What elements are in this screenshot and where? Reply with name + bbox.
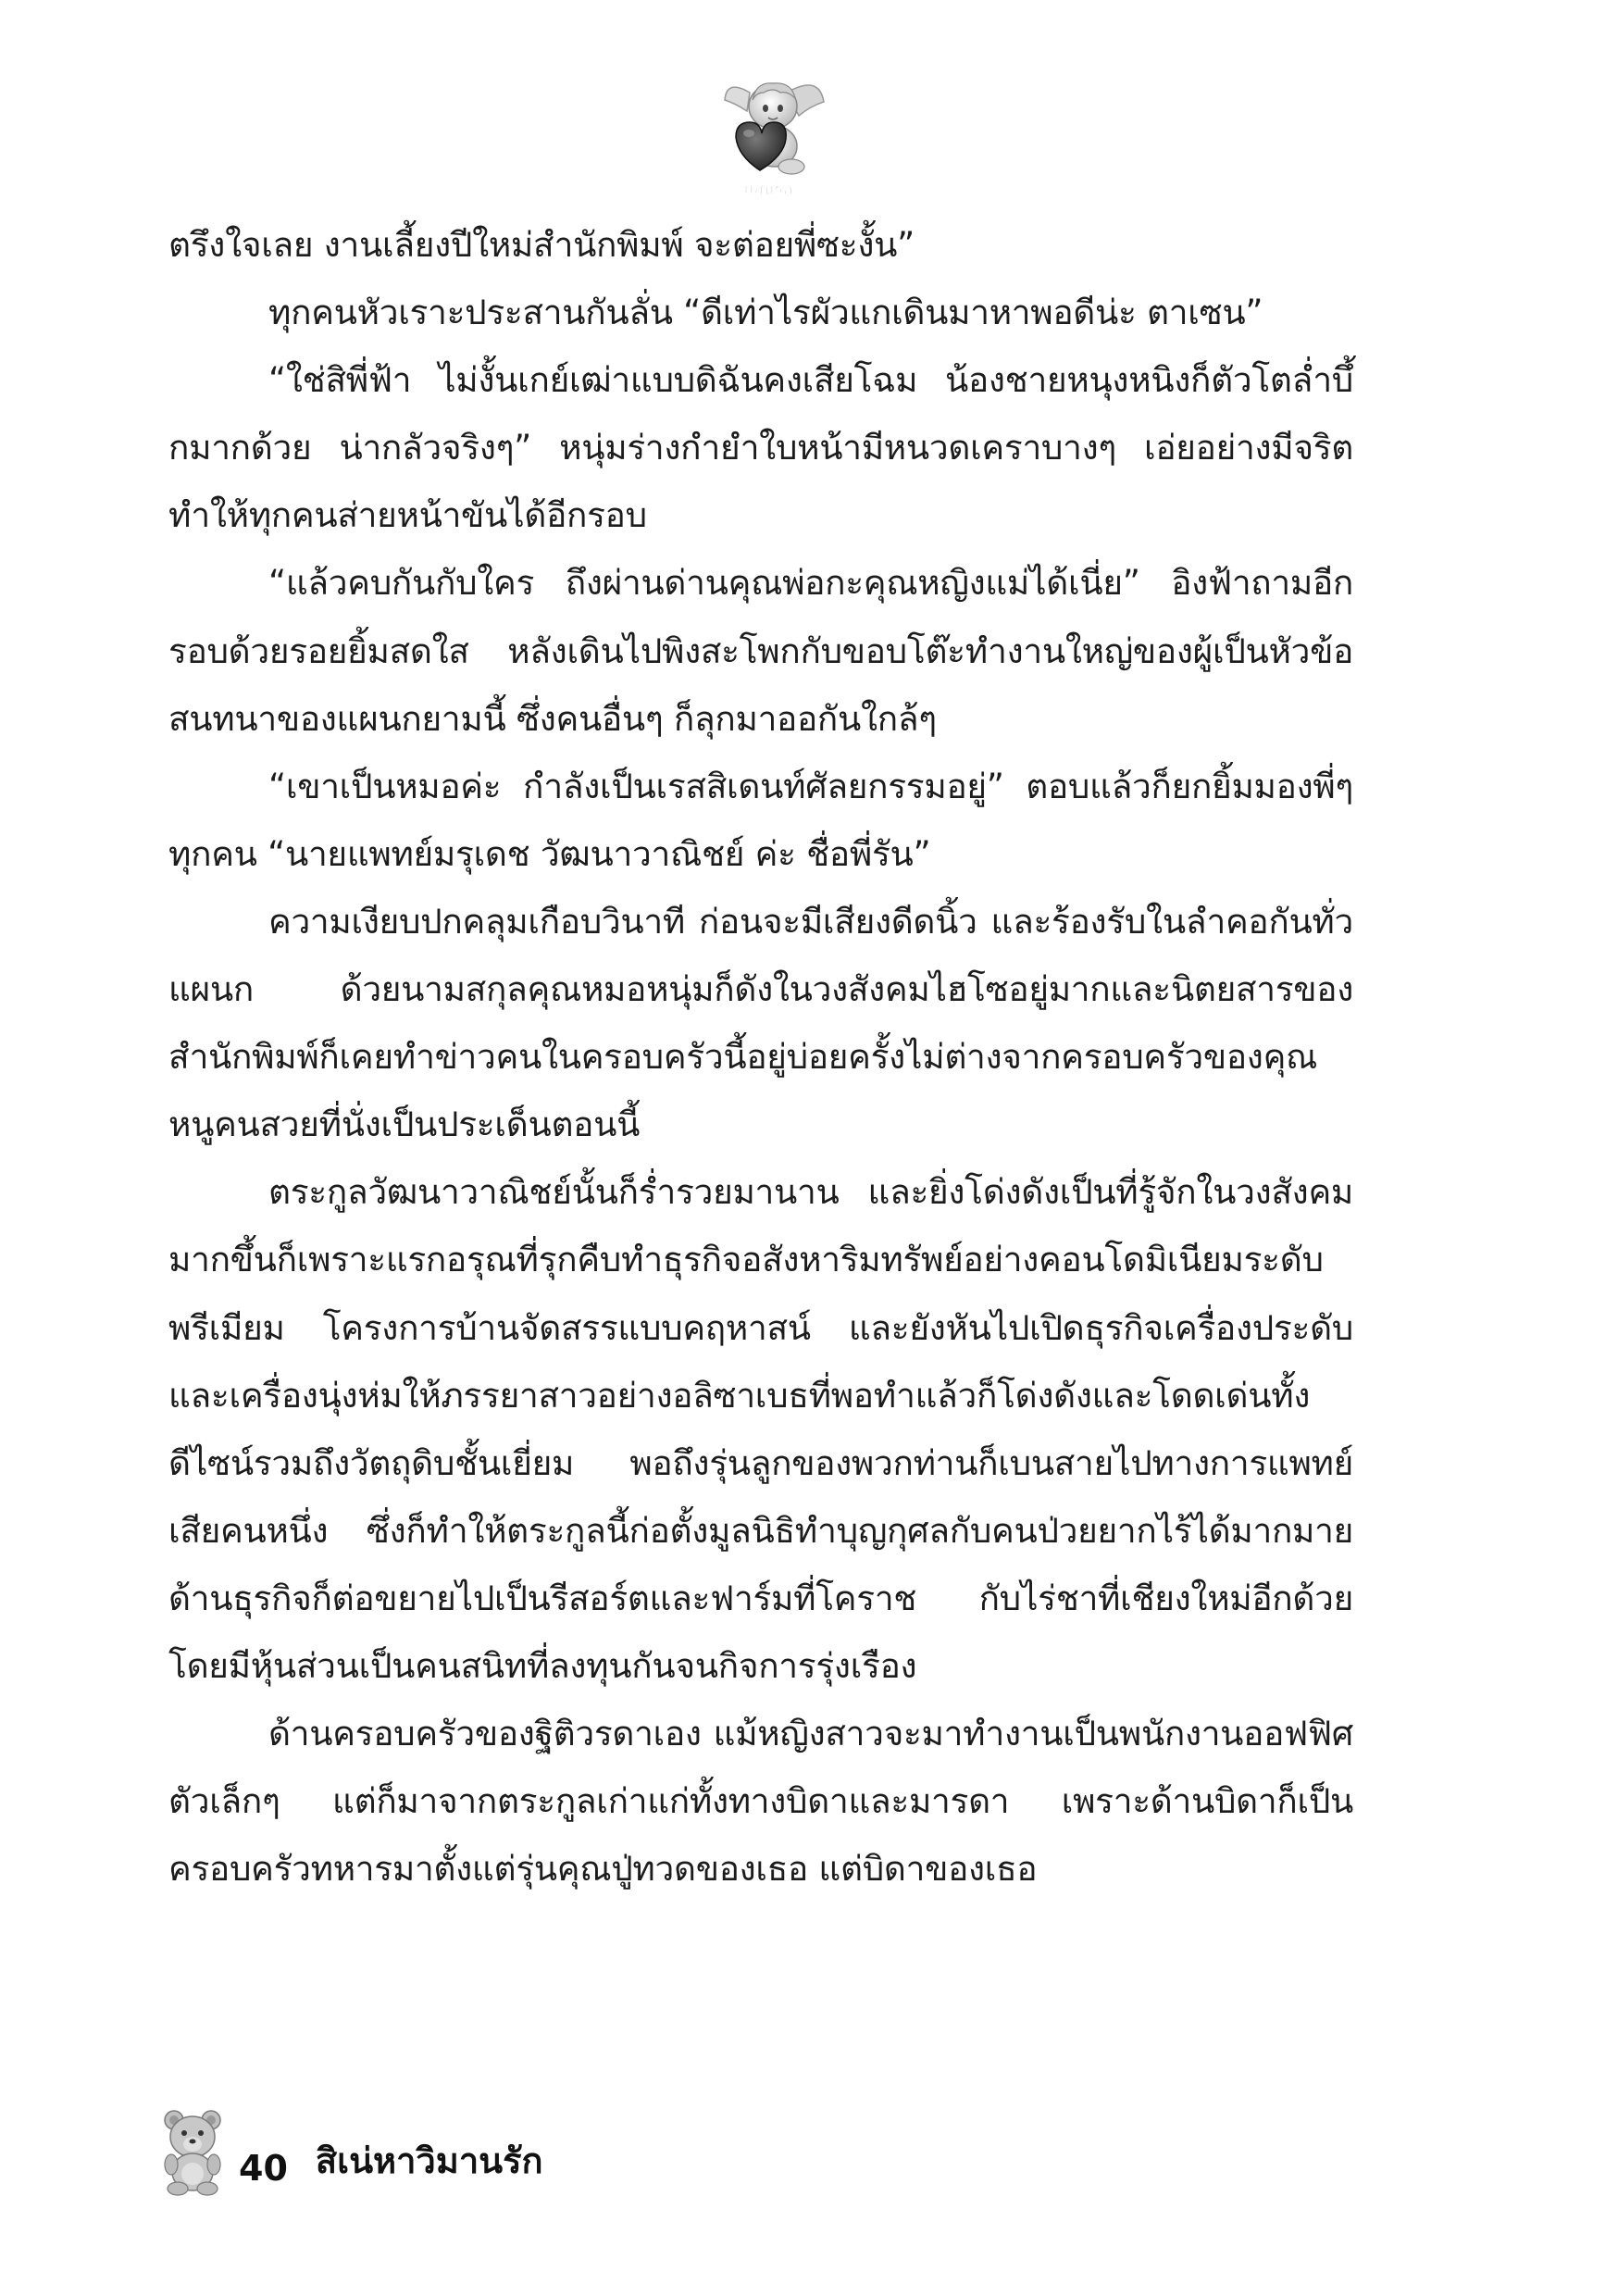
page-number: 40	[239, 2148, 288, 2189]
logo-text: แสนรัก	[743, 181, 793, 199]
paragraph: ด้านครอบครัวของฐิติวรดาเอง แม้หญิงสาวจะมาทำงานเป็นพนักงานออฟฟิศตัวเล็กๆ แต่ก็มาจากตระกูลเก่าแก่ทั้งทางบิดาและมารดา เพราะด้านบิดาก็เป็นครอบครัวทหารมาตั้งแต่รุ่นคุณปู่ทวดของเธอ แต่บิดาของเธอ	[168, 1714, 1353, 1890]
teddy-bear-icon	[156, 2103, 230, 2196]
paragraph: ความเงียบปกคลุมเกือบวินาที ก่อนจะมีเสียงดีดนิ้ว และร้องรับในลำคอกันทั่วแผนก ด้วยนามสกุลคุณหมอหนุ่มก็ดังในวงสังคมไฮโซอยู่มากและนิตยสารของสำนักพิมพ์ก็เคยทำข่าวคนในครอบครัวนี้อยู่บ่อยครั้งไม่ต่างจากครอบครัวของคุณหนูคนสวยที่นั่งเป็นประเด็นตอนนี้	[168, 901, 1353, 1145]
book-title: สิเน่หาวิมานรัก	[315, 2140, 543, 2181]
cupid-heart-icon	[699, 65, 838, 204]
paragraph: “เขาเป็นหมอค่ะ กำลังเป็นเรสสิเดนท์ศัลยกรรมอยู่” ตอบแล้วก็ยกยิ้มมองพี่ๆ ทุกคน “นายแพทย์มรุเดช วัฒนาวาณิชย์ ค่ะ ชื่อพี่รัน”	[168, 766, 1353, 874]
paragraph: ตรึงใจเลย งานเลี้ยงปีใหม่สำนักพิมพ์ จะต่อยพี่ซะงั้น”	[168, 225, 915, 265]
paragraph: “แล้วคบกันกับใคร ถึงผ่านด่านคุณพ่อกะคุณหญิงแม่ได้เนี่ย” อิงฟ้าถามอีกรอบด้วยรอยยิ้มสดใส หลังเดินไปพิงสะโพกกับขอบโต๊ะทำงานใหญ่ของผู้เป็นหัวข้อสนทนาของแผนกยามนี้ ซึ่งคนอื่นๆ ก็ลุกมาออกันใกล้ๆ	[168, 563, 1353, 739]
paragraph: “ใช่สิพี่ฟ้า ไม่งั้นเกย์เฒ่าแบบดิฉันคงเสียโฉม น้องชายหนุงหนิงก็ตัวโตล่ำบึ้กมากด้วย น่ากลัวจริงๆ” หนุ่มร่างกำยำใบหน้ามีหนวดเคราบางๆ เอ่ยอย่างมีจริต ทำให้ทุกคนส่ายหน้าขันได้อีกรอบ	[168, 360, 1353, 536]
cupid-heart-logo	[699, 65, 838, 204]
paragraph: ตระกูลวัฒนาวาณิชย์นั้นก็ร่ำรวยมานาน และยิ่งโด่งดังเป็นที่รู้จักในวงสังคมมากขึ้นก็เพราะแรกอรุณที่รุกคืบทำธุรกิจอสังหาริมทรัพย์อย่างคอนโดมิเนียมระดับพรีเมียม โครงการบ้านจัดสรรแบบคฤหาสน์ และยังหันไปเปิดธุรกิจเครื่องประดับและเครื่องนุ่งห่มให้ภรรยาสาวอย่างอลิซาเบธที่พอทำแล้วก็โด่งดังและโดดเด่นทั้งดีไซน์รวมถึงวัตถุดิบชั้นเยี่ยม พอถึงรุ่นลูกของพวกท่านก็เบนสายไปทางการแพทย์เสียคนหนึ่ง ซึ่งก็ทำให้ตระกูลนี้ก่อตั้งมูลนิธิทำบุญกุศลกับคนป่วยยากไร้ได้มากมาย ด้านธุรกิจก็ต่อขยายไปเป็นรีสอร์ตและฟาร์มที่โคราช กับไร่ชาที่เชียงใหม่อีกด้วยโดยมีหุ้นส่วนเป็นคนสนิทที่ลงทุนกันจนกิจการรุ่งเรือง	[168, 1172, 1353, 1686]
body-text	[168, 211, 1353, 1903]
paragraph: ทุกคนหัวเราะประสานกันลั่น “ดีเท่าไรผัวแกเดินมาหาพอดีน่ะ ตาเซน”	[268, 293, 1263, 333]
page-footer	[156, 2094, 543, 2196]
